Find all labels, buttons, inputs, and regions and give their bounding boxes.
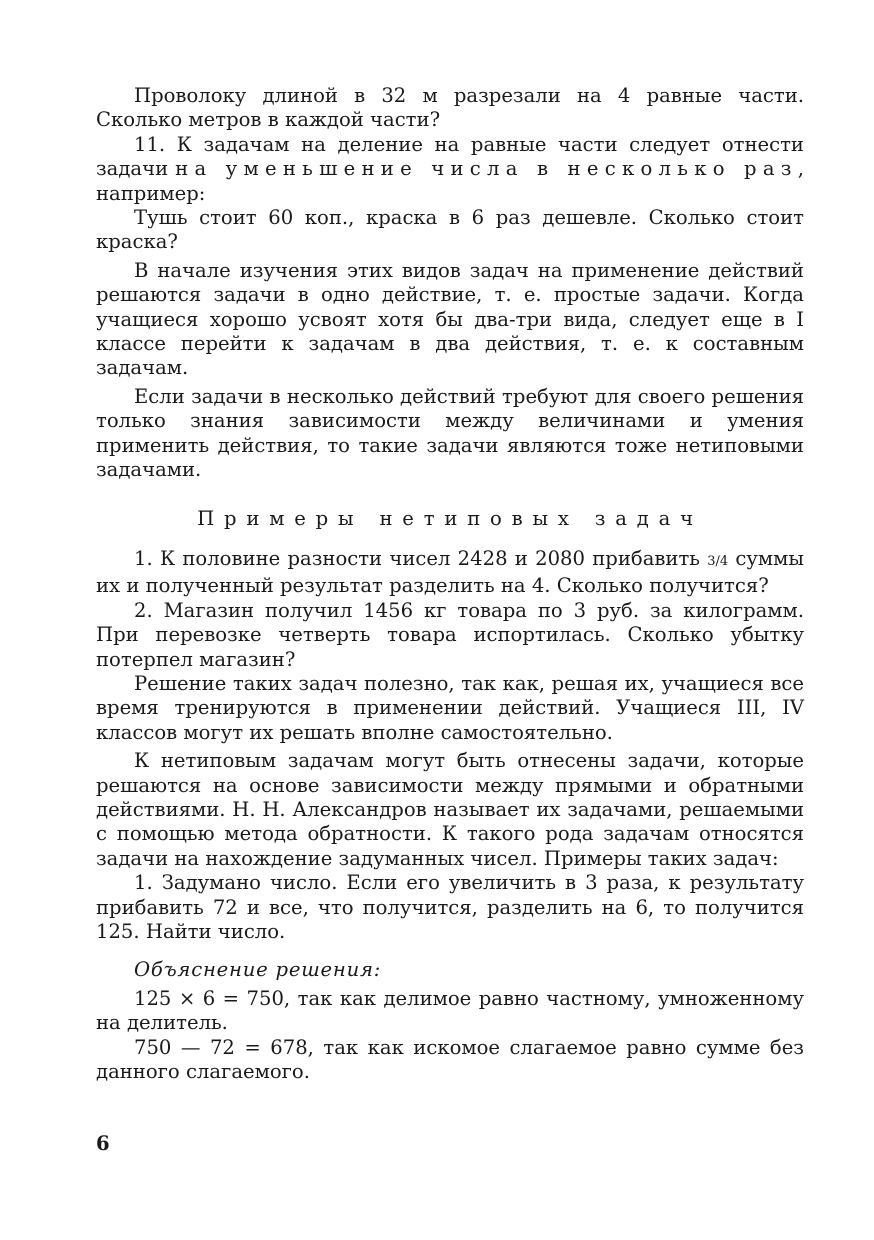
page-body bbox=[96, 84, 804, 1084]
example-2: 2. Магазин получил 1456 кг товара по 3 руб. за килограмм. При перевозке четверть товара испортилась. Сколько убытку потерпел магазин? bbox=[96, 598, 804, 671]
fraction-three-quarters: 3/4 bbox=[707, 553, 729, 569]
explanation-title: Объяснение решения: bbox=[134, 958, 382, 982]
paragraph-multi-step: Если задачи в несколько действий требуют для своего решения только знания зависимости между величинами и умения применить действия, то такие задачи являются тоже нетиповыми задачами. bbox=[96, 384, 804, 482]
explanation-step-1: 125 × 6 = 750, так как делимое равно частному, умноженному на делитель. bbox=[96, 986, 804, 1035]
example-1-part-b: суммы их и полученный результат разделить на 4. Сколько получится? bbox=[96, 546, 804, 598]
paragraph-ink-problem: Тушь стоит 60 коп., краска в 6 раз дешевле. Сколько стоит краска? bbox=[96, 206, 804, 254]
section-11-text: 11. К задачам на деление на равные части следует отнести задачи bbox=[96, 132, 804, 181]
spaced-emphasis: на уменьшение числа в несколько раз bbox=[175, 157, 798, 181]
section-11-end: , например: bbox=[96, 157, 804, 205]
example-1 bbox=[96, 547, 804, 599]
paragraph-section-11 bbox=[96, 133, 804, 206]
page-number: 6 bbox=[96, 1132, 110, 1155]
explanation-step-2: 750 — 72 = 678, так как искомое слагаемое равно сумме без данного слагаемого. bbox=[96, 1035, 804, 1084]
paragraph-guessed-number: 1. Задумано число. Если его увеличить в 3 раза, к результату прибавить 72 и все, что получится, разделить на 6, то получится 125. Найти число. bbox=[96, 871, 804, 943]
section-heading: Примеры нетиповых задач bbox=[197, 506, 703, 530]
paragraph-benefit: Решение таких задач полезно, так как, решая их, учащиеся все время тренируются в применении действий. Учащиеся III, IV классов могут их решать вполне самостоятельно. bbox=[96, 671, 804, 744]
example-1-part-a: 1. К половине разности чисел 2428 и 2080 прибавить bbox=[134, 546, 708, 570]
paragraph-wire-problem: Проволоку длиной в 32 м разрезали на 4 равные части. Сколько метров в каждой части? bbox=[96, 84, 804, 132]
paragraph-inverse-method: К нетиповым задачам могут быть отнесены задачи, которые решаются на основе зависимости между прямыми и обратными действиями. Н. Н. Александров называет их задачами, решаемыми с помощью метода обратности. К такого рода задачам относятся задачи на нахождение задуманных чисел. Примеры таких задач: bbox=[96, 749, 804, 870]
paragraph-study-start: В начале изучения этих видов задач на применение действий решаются задачи в одно действие, т. е. простые задачи. Когда учащиеся хорошо усвоят хотя бы два-три вида, следует еще в I классе перейти к задачам в два действия, т. е. к составным задачам. bbox=[96, 258, 804, 380]
